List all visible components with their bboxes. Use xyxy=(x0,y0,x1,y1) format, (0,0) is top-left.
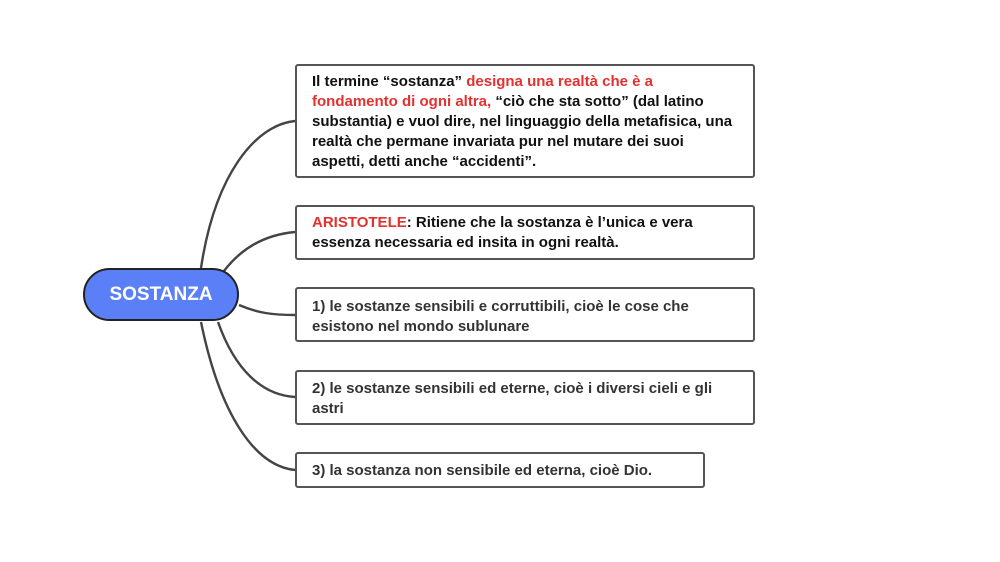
substance-text-3: 3) la sostanza non sensibile ed eterna, cioè Dio. xyxy=(312,462,653,479)
connector-second xyxy=(218,322,295,397)
definition-text-end: “ciò che sta sotto” (dal latino substantia) e vuol dire, nel linguaggio della metafisica, una realtà che permane invariata pur nel mutare dei suoi aspetti, detti anche “accidenti”. xyxy=(312,93,733,170)
definition-node[interactable] xyxy=(295,64,755,178)
aristotle-text: : Ritiene che la sostanza è l’unica e vera essenza necessaria ed insita in ogni realtà. xyxy=(312,214,693,251)
substance-node-2[interactable] xyxy=(295,370,755,425)
connector-definition xyxy=(201,121,295,268)
root-node-sostanza[interactable] xyxy=(83,268,239,321)
root-label: SOSTANZA xyxy=(109,283,213,305)
connector-third xyxy=(201,322,295,470)
definition-highlight: designa una realtà che è a fondamento di ogni altra, xyxy=(312,73,653,110)
substance-node-3[interactable] xyxy=(295,452,705,488)
substance-text-2: 2) le sostanze sensibili ed eterne, cioè i diversi cieli e gli astri xyxy=(312,380,713,417)
connector-first xyxy=(239,305,295,315)
aristotle-name: ARISTOTELE xyxy=(312,214,407,231)
connector-aristotle xyxy=(224,232,295,271)
definition-text-start: Il termine “sostanza” xyxy=(312,73,467,90)
substance-node-1[interactable] xyxy=(295,287,755,342)
substance-text-1: 1) le sostanze sensibili e corruttibili, cioè le cose che esistono nel mondo sublunare xyxy=(312,298,689,335)
aristotle-node[interactable] xyxy=(295,205,755,260)
